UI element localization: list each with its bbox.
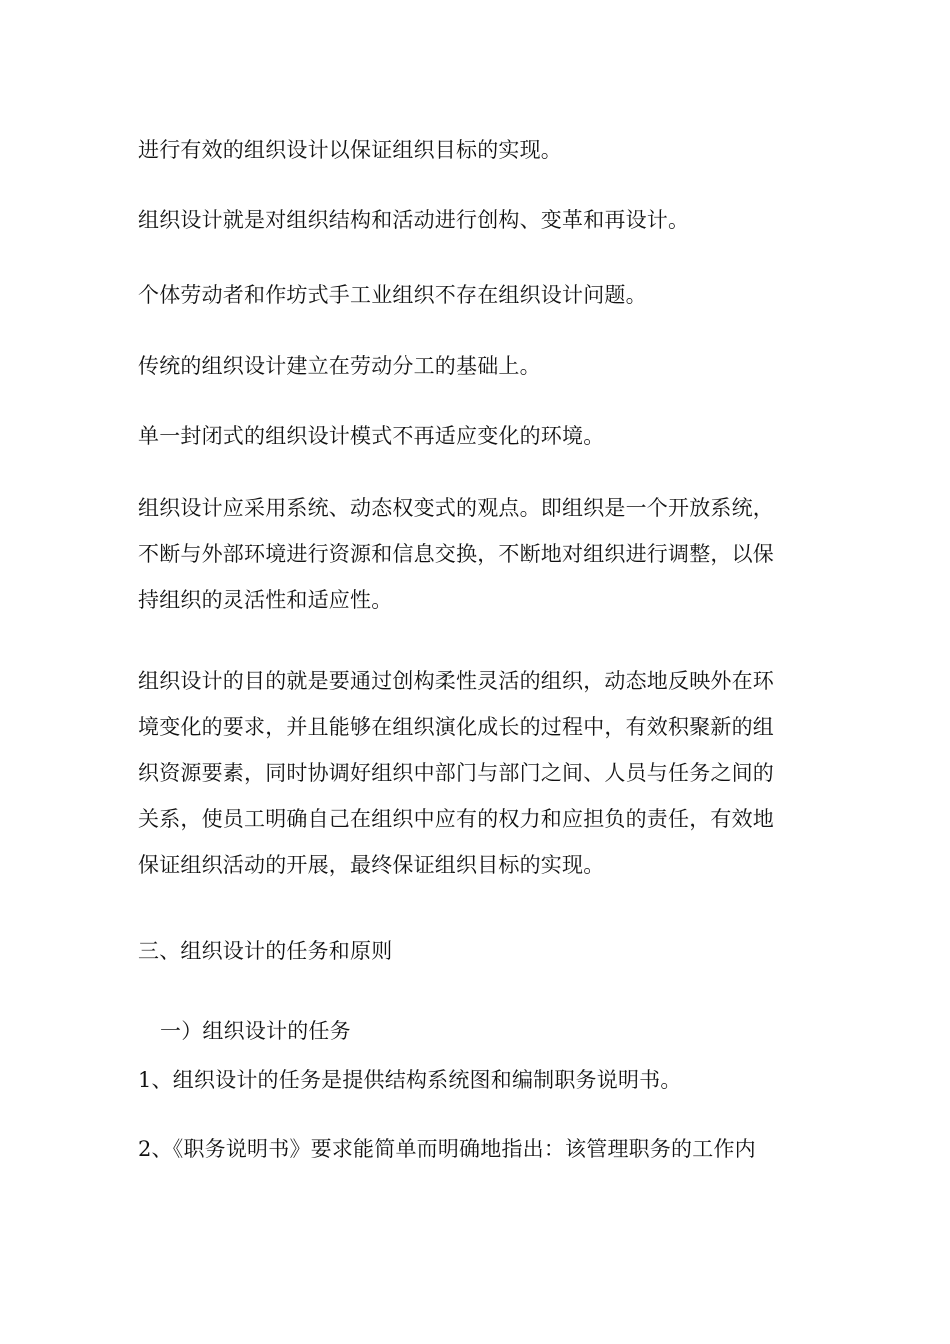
paragraph-line: 单一封闭式的组织设计模式不再适应变化的环境。 — [138, 424, 605, 448]
paragraph-design-purpose — [138, 658, 810, 888]
paragraph-line: 织资源要素，同时协调好组织中部门与部门之间、人员与任务之间的 — [138, 761, 774, 785]
subsection-heading: 一）组织设计的任务 — [160, 1019, 351, 1043]
paragraph-line: 组织设计就是对组织结构和活动进行创构、变革和再设计。 — [138, 208, 690, 232]
paragraph-line: 持组织的灵活性和适应性。 — [138, 588, 393, 612]
paragraph-line: 组织设计的目的就是要通过创构柔性灵活的组织，动态地反映外在环 — [138, 669, 774, 693]
paragraph-line: 关系，使员工明确自己在组织中应有的权力和应担负的责任，有效地 — [138, 807, 774, 831]
paragraph-line: 组织设计应采用系统、动态权变式的观点。即组织是一个开放系统， — [138, 496, 774, 520]
paragraph-line: 不断与外部环境进行资源和信息交换，不断地对组织进行调整，以保 — [138, 542, 774, 566]
paragraph-line: 保证组织活动的开展，最终保证组织目标的实现。 — [138, 853, 605, 877]
list-item: 1、组织设计的任务是提供结构系统图和编制职务说明书。 — [138, 1068, 682, 1092]
paragraph-line: 进行有效的组织设计以保证组织目标的实现。 — [138, 138, 562, 162]
paragraph-line: 境变化的要求，并且能够在组织演化成长的过程中，有效积聚新的组 — [138, 715, 774, 739]
paragraph-system-view — [138, 485, 810, 623]
list-item: 2、《职务说明书》要求能简单而明确地指出：该管理职务的工作内 — [138, 1137, 756, 1161]
section-heading: 三、组织设计的任务和原则 — [138, 939, 393, 963]
paragraph-line: 个体劳动者和作坊式手工业组织不存在组织设计问题。 — [138, 283, 647, 307]
paragraph-line: 传统的组织设计建立在劳动分工的基础上。 — [138, 354, 541, 378]
